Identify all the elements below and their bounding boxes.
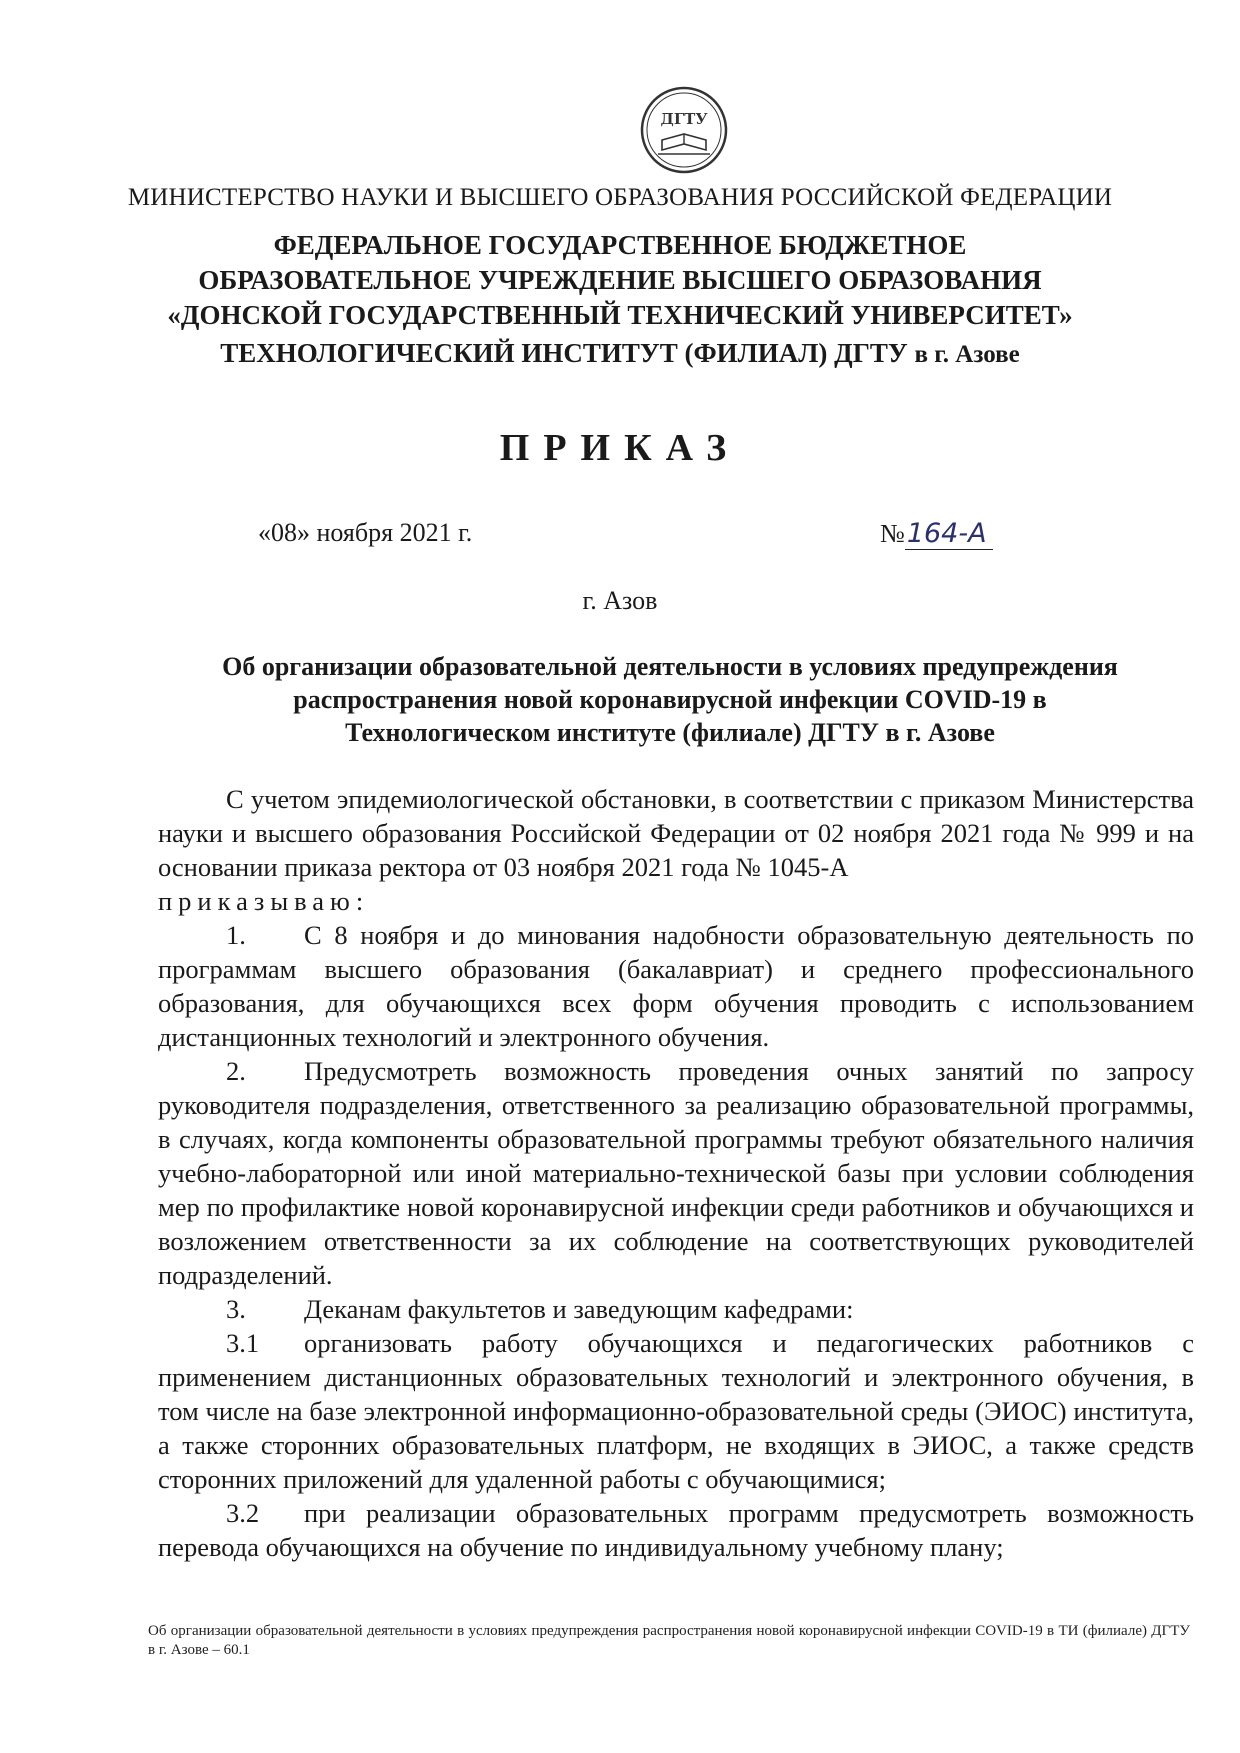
document-body xyxy=(158,782,1194,1564)
item-3-2 xyxy=(158,1496,1194,1564)
item-3 xyxy=(158,1292,1194,1326)
org-line-1: ФЕДЕРАЛЬНОЕ ГОСУДАРСТВЕННОЕ БЮДЖЕТНОЕ xyxy=(273,230,967,260)
org-line-3: «ДОНСКОЙ ГОСУДАРСТВЕННЫЙ ТЕХНИЧЕСКИЙ УНИВЕРСИТЕТ» xyxy=(167,300,1073,330)
item-3-number: 3. xyxy=(226,1294,246,1324)
item-3-text: Деканам факультетов и заведующим кафедрами: xyxy=(304,1294,854,1324)
subject-line-2: распространения новой коронавирусной инфекции COVID-19 в xyxy=(293,685,1047,714)
page-footer: Об организации образовательной деятельности в условиях предупреждения распространения новой коронавирусной инфекции COVID-19 в ТИ (филиале) ДГТУ в г. Азове – 60.1 xyxy=(148,1623,1190,1658)
svg-text:ДГТУ: ДГТУ xyxy=(660,110,708,128)
order-word-paragraph xyxy=(158,884,1194,918)
institute-name xyxy=(0,338,1240,369)
institute-city: в г. Азове xyxy=(914,341,1020,368)
ministry-line: МИНИСТЕРСТВО НАУКИ И ВЫСШЕГО ОБРАЗОВАНИЯ РОССИЙСКОЙ ФЕДЕРАЦИИ xyxy=(127,184,1113,211)
item-3-2-text: при реализации образовательных программ предусмотреть возможность перевода обучающихся на обучение по индивидуальному учебному плану; xyxy=(158,1498,1194,1562)
item-2-text: Предусмотреть возможность проведения очных занятий по запросу руководителя подразделения, ответственного за реализацию образовательной программы, в случаях, когда компоненты образовательной программы требуют обязательного наличия учебно-лабораторной или иной материально-технической базы при условии соблюдения мер по профилактике новой коронавирусной инфекции среди работников и обучающихся и возложением ответственности за их соблюдение на соответствующих руководителей подразделений. xyxy=(158,1056,1194,1290)
institute-title: ТЕХНОЛОГИЧЕСКИЙ ИНСТИТУТ (ФИЛИАЛ) ДГТУ xyxy=(220,338,908,368)
subject-line-3: Технологическом институте (филиале) ДГТУ в г. Азове xyxy=(345,718,995,747)
document-subject xyxy=(150,650,1190,749)
document-date: «08» ноября 2021 г. xyxy=(258,518,473,547)
item-1-text: С 8 ноября и до минования надобности образовательную деятельность по программам высшего образования (бакалавриат) и среднего профессионального образования, для обучающихся всех форм обучения проводить с использованием дистанционных технологий и электронного обучения. xyxy=(158,920,1194,1052)
item-3-2-number: 3.2 xyxy=(226,1498,260,1528)
number-prefix: № xyxy=(880,519,905,548)
item-1 xyxy=(158,918,1194,1054)
item-1-number: 1. xyxy=(226,920,246,950)
document-number xyxy=(880,518,993,550)
university-emblem xyxy=(638,84,730,176)
item-3-1-text: организовать работу обучающихся и педагогических работников с применением дистанционных образовательных технологий и электронного обучения, в том числе на базе электронной информационно-образовательной среды (ЭИОС) института, а также сторонних образовательных платформ, не входящих в ЭИОС, а также средств сторонних приложений для удаленной работы с обучающимися; xyxy=(158,1328,1194,1494)
preamble-text: С учетом эпидемиологической обстановки, в соответствии с приказом Министерства науки и высшего образования Российской Федерации от 02 ноября 2021 года № 999 и на основании приказа ректора от 03 ноября 2021 года № 1045-А xyxy=(158,784,1194,882)
org-line-2: ОБРАЗОВАТЕЛЬНОЕ УЧРЕЖДЕНИЕ ВЫСШЕГО ОБРАЗОВАНИЯ xyxy=(198,265,1042,295)
number-handwritten: 164-А xyxy=(905,518,993,550)
item-2-number: 2. xyxy=(226,1056,246,1086)
preamble-paragraph xyxy=(158,782,1194,884)
item-3-1-number: 3.1 xyxy=(226,1328,260,1358)
item-2 xyxy=(158,1054,1194,1292)
document-title: ПРИКАЗ xyxy=(499,427,741,469)
organization-name xyxy=(0,228,1240,333)
item-3-1 xyxy=(158,1326,1194,1496)
order-word: приказываю: xyxy=(158,886,370,916)
document-city: г. Азов xyxy=(582,586,658,615)
subject-line-1: Об организации образовательной деятельности в условиях предупреждения xyxy=(222,652,1118,681)
